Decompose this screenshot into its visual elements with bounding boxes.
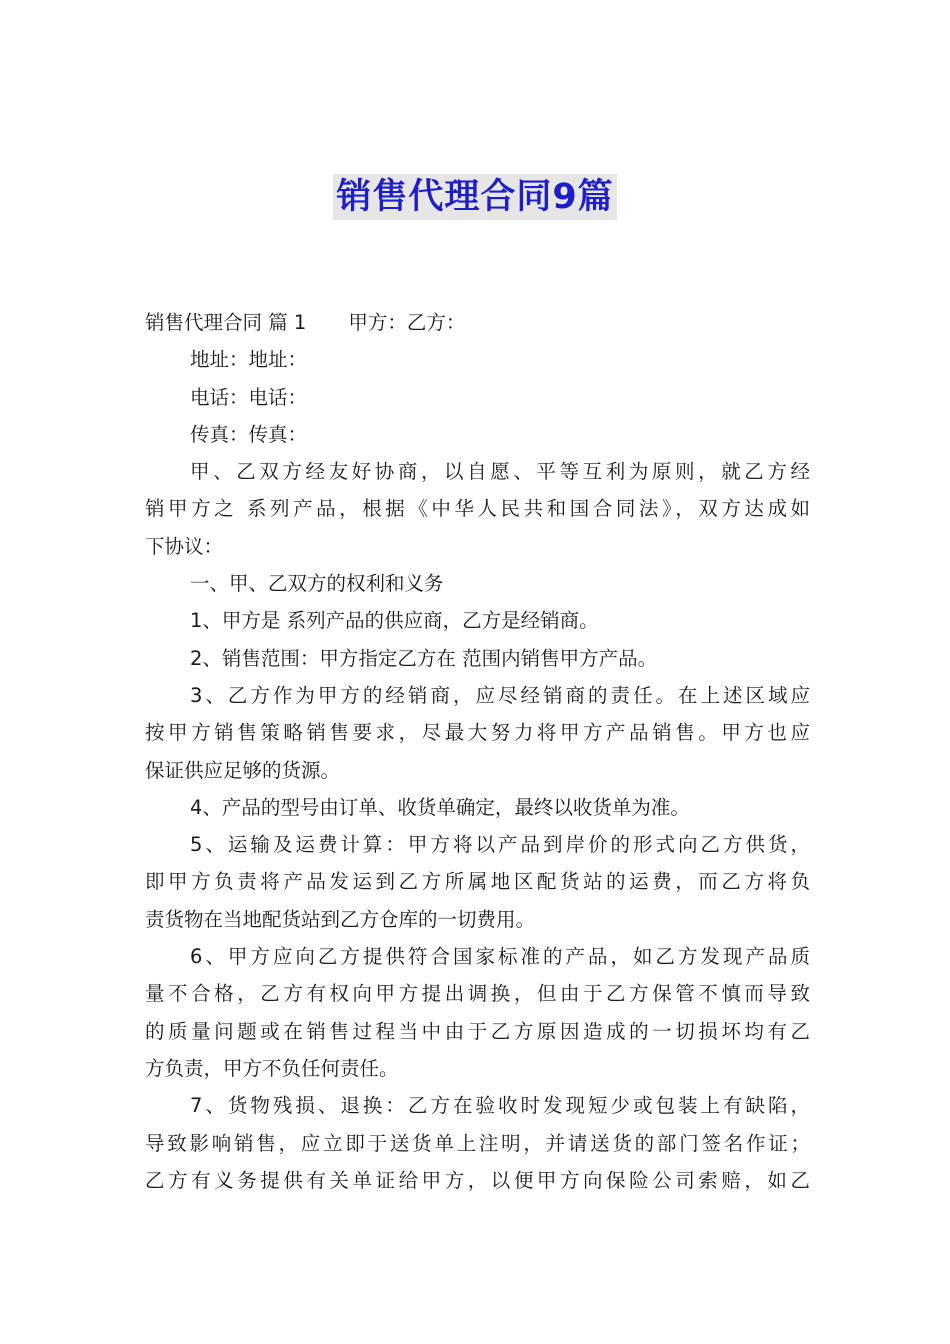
paragraph-line: 1、甲方是 系列产品的供应商，乙方是经销商。 bbox=[190, 609, 599, 633]
paragraph-line: 乙方有义务提供有关单证给甲方，以便甲方向保险公司索赔，如乙 bbox=[145, 1168, 810, 1192]
paragraph-line: 7、货物残损、退换：乙方在验收时发现短少或包装上有缺陷， bbox=[190, 1094, 810, 1118]
paragraph-line: 方负责，甲方不负任何责任。 bbox=[145, 1056, 399, 1080]
paragraph-line: 电话：电话： bbox=[190, 385, 308, 409]
paragraph-line: 导致影响销售，应立即于送货单上注明，并请送货的部门签名作证； bbox=[145, 1131, 810, 1155]
paragraph-line: 的质量问题或在销售过程当中由于乙方原因造成的一切损坏均有乙 bbox=[145, 1019, 810, 1043]
paragraph-line: 5、运输及运费计算：甲方将以产品到岸价的形式向乙方供货， bbox=[190, 833, 810, 857]
paragraph-line bbox=[145, 304, 810, 341]
party-label: 甲方：乙方： bbox=[348, 311, 466, 334]
paragraph-line: 2、销售范围：甲方指定乙方在 范围内销售甲方产品。 bbox=[190, 646, 658, 670]
document-body bbox=[145, 304, 810, 1199]
paragraph-line: 6、甲方应向乙方提供符合国家标准的产品，如乙方发现产品质 bbox=[190, 945, 810, 969]
paragraph-line: 即甲方负责将产品发运到乙方所属地区配货站的运费，而乙方将负 bbox=[145, 870, 810, 894]
paragraph-line: 量不合格，乙方有权向甲方提出调换，但由于乙方保管不慎而导致 bbox=[145, 982, 810, 1006]
paragraph-line: 按甲方销售策略销售要求，尽最大努力将甲方产品销售。甲方也应 bbox=[145, 721, 810, 745]
paragraph-line: 甲、乙双方经友好协商，以自愿、平等互利为原则，就乙方经 bbox=[190, 460, 810, 484]
paragraph-line: 4、产品的型号由订单、收货单确定，最终以收货单为准。 bbox=[190, 795, 690, 819]
paragraph-line: 传真：传真： bbox=[190, 422, 308, 446]
paragraph-line: 保证供应足够的货源。 bbox=[145, 758, 341, 782]
paragraph-line: 3、乙方作为甲方的经销商，应尽经销商的责任。在上述区域应 bbox=[190, 683, 810, 707]
section-heading: 销售代理合同 篇 1 bbox=[145, 311, 307, 334]
paragraph-line: 地址：地址： bbox=[190, 348, 308, 372]
title-wrap bbox=[0, 174, 950, 220]
document-title: 销售代理合同9篇 bbox=[333, 174, 616, 220]
paragraph-line: 下协议： bbox=[145, 534, 224, 558]
paragraph-line: 销甲方之 系列产品，根据《中华人民共和国合同法》，双方达成如 bbox=[145, 497, 810, 521]
paragraph-line: 一、甲、乙双方的权利和义务 bbox=[190, 572, 444, 596]
paragraph-line: 责货物在当地配货站到乙方仓库的一切费用。 bbox=[145, 907, 536, 931]
